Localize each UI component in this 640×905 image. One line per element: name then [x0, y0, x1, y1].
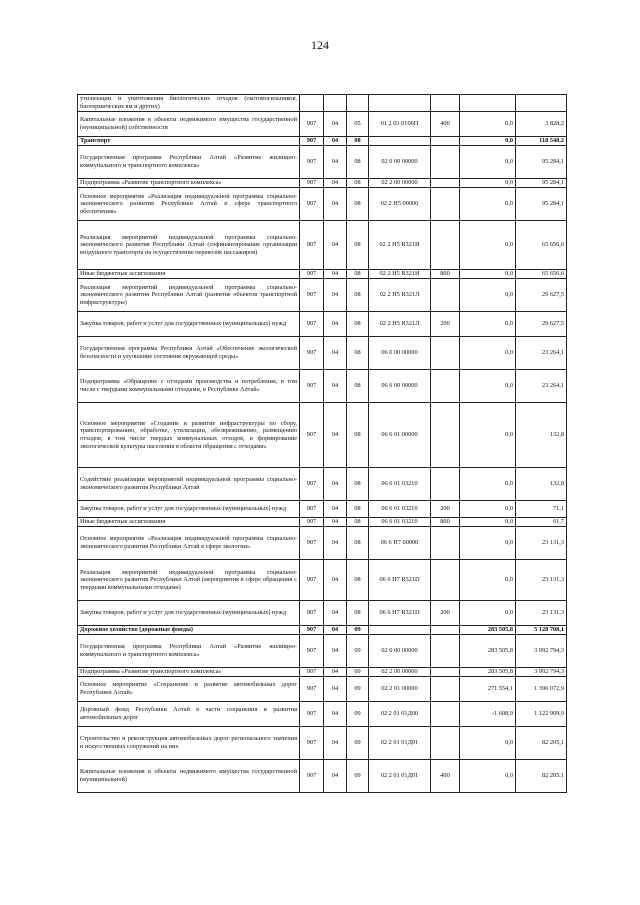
subsection-code: 09	[347, 760, 369, 793]
ministry-code	[300, 95, 324, 112]
expense-type	[431, 279, 460, 312]
row-name: Реализация мероприятий индивидуальной программы социально-экономического развития Республики Алтай (софинансирование организации воздушного транспорта на осуществление перевозок пассажиров)	[78, 221, 300, 270]
target-article: 02 0 00 00000	[369, 635, 431, 668]
row-name: Иные бюджетные ассигнования	[78, 270, 300, 279]
amount-change	[460, 95, 516, 112]
ministry-code: 907	[300, 677, 324, 702]
amount-change: 0,0	[460, 279, 516, 312]
amount-total: 95 284,1	[516, 179, 567, 188]
target-article: 02 0 00 00000	[369, 146, 431, 179]
row-name: Транспорт	[78, 137, 300, 146]
section-code: 04	[324, 146, 347, 179]
target-article: 02 2 01 01Д00	[369, 702, 431, 727]
page-number: 124	[311, 38, 329, 52]
amount-total: 29 627,5	[516, 312, 567, 337]
amount-total: 118 548,2	[516, 137, 567, 146]
table-row	[78, 501, 567, 518]
ministry-code: 907	[300, 760, 324, 793]
expense-type	[431, 626, 460, 635]
table-row	[78, 601, 567, 626]
table-row	[78, 188, 567, 221]
ministry-code: 907	[300, 518, 324, 527]
table-row	[78, 518, 567, 527]
amount-total: 23 264,1	[516, 337, 567, 370]
ministry-code: 907	[300, 370, 324, 403]
amount-change: 0,0	[460, 221, 516, 270]
subsection-code: 08	[347, 137, 369, 146]
target-article: 06 0 00 00000	[369, 337, 431, 370]
amount-change: 0,0	[460, 137, 516, 146]
amount-change: 0,0	[460, 270, 516, 279]
amount-change: 0,0	[460, 501, 516, 518]
amount-change: 0,0	[460, 403, 516, 468]
table-row	[78, 626, 567, 635]
section-code: 04	[324, 601, 347, 626]
row-name: Закупка товаров, работ и услуг для государственных (муниципальных) нужд	[78, 601, 300, 626]
table-row	[78, 337, 567, 370]
amount-total: 132,8	[516, 403, 567, 468]
expense-type: 200	[431, 312, 460, 337]
subsection-code: 09	[347, 668, 369, 677]
subsection-code: 09	[347, 677, 369, 702]
subsection-code: 08	[347, 188, 369, 221]
table-row	[78, 760, 567, 793]
row-name: Капитальные вложения в объекты недвижимого имущества государственной (муниципальной) собственности	[78, 112, 300, 137]
row-name: Подпрограмма «Развитие транспортного комплекса»	[78, 179, 300, 188]
row-name: Реализация мероприятий индивидуальной программы социально-экономического развития Республики Алтай (мероприятия в сфере обращения с твердыми коммунальными отходами)	[78, 560, 300, 601]
subsection-code: 08	[347, 560, 369, 601]
amount-total: 65 656,6	[516, 270, 567, 279]
amount-total: 23 264,1	[516, 370, 567, 403]
target-article: 06 6 01 03210	[369, 468, 431, 501]
amount-total: 3 828,2	[516, 112, 567, 137]
row-name: Строительство и реконструкция автомобильных дорог регионального значения и искусственных сооружений на них	[78, 727, 300, 760]
ministry-code: 907	[300, 702, 324, 727]
budget-table	[77, 94, 567, 793]
amount-total: 1 122 909,9	[516, 702, 567, 727]
expense-type	[431, 146, 460, 179]
target-article: 02 2 Н5 R321Л	[369, 279, 431, 312]
expense-type: 200	[431, 601, 460, 626]
subsection-code: 08	[347, 403, 369, 468]
expense-type	[431, 560, 460, 601]
amount-change: 0,0	[460, 468, 516, 501]
expense-type	[431, 668, 460, 677]
target-article	[369, 137, 431, 146]
amount-change: 0,0	[460, 601, 516, 626]
table-row	[78, 468, 567, 501]
table-row	[78, 179, 567, 188]
ministry-code: 907	[300, 137, 324, 146]
section-code: 04	[324, 112, 347, 137]
row-name: Основное мероприятие «Реализация индивидуальной программы социально-экономического развития Республики Алтай в сфере экологии»	[78, 527, 300, 560]
expense-type: 200	[431, 501, 460, 518]
ministry-code: 907	[300, 403, 324, 468]
target-article: 06 6 Н7 R321D	[369, 601, 431, 626]
amount-total: 23 131,3	[516, 527, 567, 560]
section-code: 04	[324, 179, 347, 188]
subsection-code: 08	[347, 279, 369, 312]
table-row	[78, 137, 567, 146]
row-name: Основное мероприятие «Сохранение и развитие автомобильных дорог Республики Алтай»	[78, 677, 300, 702]
section-code: 04	[324, 270, 347, 279]
section-code: 04	[324, 635, 347, 668]
section-code: 04	[324, 337, 347, 370]
section-code	[324, 95, 347, 112]
ministry-code: 907	[300, 337, 324, 370]
amount-total	[516, 95, 567, 112]
amount-change: -1 608,9	[460, 702, 516, 727]
row-name: Закупка товаров, работ и услуг для государственных (муниципальных) нужд	[78, 501, 300, 518]
expense-type	[431, 403, 460, 468]
subsection-code: 09	[347, 626, 369, 635]
expense-type	[431, 677, 460, 702]
target-article: 01 2 03 0106П	[369, 112, 431, 137]
ministry-code: 907	[300, 527, 324, 560]
subsection-code: 08	[347, 468, 369, 501]
section-code: 04	[324, 677, 347, 702]
section-code: 04	[324, 702, 347, 727]
target-article: 02 2 Н5 R321И	[369, 270, 431, 279]
subsection-code: 08	[347, 179, 369, 188]
target-article: 06 6 Н7 00000	[369, 527, 431, 560]
row-name: Государственная программа Республики Алтай «Обеспечение экологической безопасности и улучшение состояния окружающей среды»	[78, 337, 300, 370]
subsection-code: 08	[347, 312, 369, 337]
amount-total: 132,8	[516, 468, 567, 501]
amount-change: 0,0	[460, 337, 516, 370]
table-row	[78, 312, 567, 337]
section-code: 04	[324, 221, 347, 270]
ministry-code: 907	[300, 179, 324, 188]
row-name: Основное мероприятие «Создание и развитие инфраструктуры по сбору, транспортированию, обработке, утилизации, обезвреживанию, размещению отходов, в том числе твердых коммунальных отходов, и формирование экологической культуры населения в области обращения с отходами»	[78, 403, 300, 468]
expense-type	[431, 370, 460, 403]
ministry-code: 907	[300, 626, 324, 635]
row-name: Основное мероприятие «Реализация индивидуальной программы социально-экономического развития Республики Алтай в сфере транспортного обеспечения»	[78, 188, 300, 221]
target-article: 06 6 01 03210	[369, 501, 431, 518]
row-name: Государственная программа Республики Алтай «Развитие жилищно-коммунального и транспортного комплекса»	[78, 146, 300, 179]
table-row	[78, 702, 567, 727]
amount-total: 5 128 708,1	[516, 626, 567, 635]
ministry-code: 907	[300, 727, 324, 760]
section-code: 04	[324, 468, 347, 501]
subsection-code: 08	[347, 270, 369, 279]
section-code: 04	[324, 626, 347, 635]
row-name: Закупка товаров, работ и услуг для государственных (муниципальных) нужд	[78, 312, 300, 337]
section-code: 04	[324, 370, 347, 403]
section-code: 04	[324, 727, 347, 760]
subsection-code: 08	[347, 221, 369, 270]
row-name: Государственная программа Республики Алтай «Развитие жилищно-коммунального и транспортного комплекса»	[78, 635, 300, 668]
expense-type	[431, 337, 460, 370]
section-code: 04	[324, 560, 347, 601]
section-code: 04	[324, 188, 347, 221]
expense-type	[431, 188, 460, 221]
ministry-code: 907	[300, 188, 324, 221]
target-article: 02 2 01 01Д01	[369, 727, 431, 760]
amount-change: 0,0	[460, 527, 516, 560]
amount-total: 95 284,1	[516, 146, 567, 179]
target-article: 06 6 01 03210	[369, 518, 431, 527]
target-article: 02 2 01 00000	[369, 677, 431, 702]
row-name: Иные бюджетные ассигнования	[78, 518, 300, 527]
expense-type	[431, 179, 460, 188]
amount-change: 0,0	[460, 146, 516, 179]
subsection-code: 05	[347, 112, 369, 137]
ministry-code: 907	[300, 468, 324, 501]
expense-type	[431, 468, 460, 501]
amount-change: 283 505,8	[460, 626, 516, 635]
target-article: 02 2 Н5 00000	[369, 188, 431, 221]
row-name: Дорожное хозяйство (дорожные фонды)	[78, 626, 300, 635]
amount-change: 0,0	[460, 312, 516, 337]
expense-type	[431, 702, 460, 727]
table-row	[78, 727, 567, 760]
amount-total: 61,7	[516, 518, 567, 527]
subsection-code: 08	[347, 601, 369, 626]
table-row	[78, 221, 567, 270]
amount-total: 1 396 072,9	[516, 677, 567, 702]
target-article: 02 2 00 00000	[369, 179, 431, 188]
table-row	[78, 146, 567, 179]
section-code: 04	[324, 760, 347, 793]
amount-change: 0,0	[460, 518, 516, 527]
amount-change: 271 554,1	[460, 677, 516, 702]
target-article: 06 6 01 00000	[369, 403, 431, 468]
row-name: Содействие реализации мероприятий индивидуальной программы социально-экономического развития Республики Алтай	[78, 468, 300, 501]
amount-change: 283 505,8	[460, 668, 516, 677]
target-article: 02 2 01 01Д01	[369, 760, 431, 793]
table-row	[78, 560, 567, 601]
amount-change: 0,0	[460, 179, 516, 188]
amount-change: 0,0	[460, 112, 516, 137]
ministry-code: 907	[300, 601, 324, 626]
row-name: Подпрограмма «Развитие транспортного комплекса»	[78, 668, 300, 677]
expense-type	[431, 727, 460, 760]
amount-total: 23 131,3	[516, 560, 567, 601]
section-code: 04	[324, 137, 347, 146]
section-code: 04	[324, 518, 347, 527]
amount-total: 29 627,5	[516, 279, 567, 312]
row-name: Подпрограмма «Обращение с отходами производства и потребления, в том числе с твердыми коммунальными отходами, в Республике Алтай»	[78, 370, 300, 403]
row-name: утилизации и уничтожения биологических отходов (скотомогильников, биотермических ям и других)	[78, 95, 300, 112]
subsection-code: 09	[347, 635, 369, 668]
subsection-code: 09	[347, 702, 369, 727]
amount-total: 82 205,1	[516, 727, 567, 760]
table-row	[78, 95, 567, 112]
target-article: 02 2 Н5 R321Л	[369, 312, 431, 337]
amount-total: 71,1	[516, 501, 567, 518]
ministry-code: 907	[300, 560, 324, 601]
table-row	[78, 279, 567, 312]
ministry-code: 907	[300, 501, 324, 518]
amount-change: 0,0	[460, 727, 516, 760]
table-row	[78, 403, 567, 468]
target-article: 02 2 00 00000	[369, 668, 431, 677]
section-code: 04	[324, 279, 347, 312]
ministry-code: 907	[300, 279, 324, 312]
target-article: 02 2 Н5 R321И	[369, 221, 431, 270]
ministry-code: 907	[300, 270, 324, 279]
expense-type: 800	[431, 270, 460, 279]
target-article	[369, 626, 431, 635]
expense-type: 400	[431, 760, 460, 793]
subsection-code	[347, 95, 369, 112]
ministry-code: 907	[300, 112, 324, 137]
amount-total: 65 656,6	[516, 221, 567, 270]
ministry-code: 907	[300, 312, 324, 337]
amount-total: 95 284,1	[516, 188, 567, 221]
row-name: Реализация мероприятий индивидуальной программы социально-экономического развития Республики Алтай (развитие объектов транспортной инфраструктуры)	[78, 279, 300, 312]
table-row	[78, 270, 567, 279]
expense-type	[431, 635, 460, 668]
table-row	[78, 677, 567, 702]
expense-type	[431, 527, 460, 560]
table-row	[78, 527, 567, 560]
table-row	[78, 635, 567, 668]
table-row	[78, 112, 567, 137]
ministry-code: 907	[300, 146, 324, 179]
subsection-code: 08	[347, 337, 369, 370]
subsection-code: 09	[347, 727, 369, 760]
subsection-code: 08	[347, 370, 369, 403]
amount-change: 0,0	[460, 760, 516, 793]
subsection-code: 08	[347, 518, 369, 527]
expense-type	[431, 95, 460, 112]
amount-change: 283 505,8	[460, 635, 516, 668]
ministry-code: 907	[300, 668, 324, 677]
expense-type: 800	[431, 518, 460, 527]
section-code: 04	[324, 501, 347, 518]
section-code: 04	[324, 312, 347, 337]
expense-type: 400	[431, 112, 460, 137]
table-row	[78, 370, 567, 403]
amount-change: 0,0	[460, 188, 516, 221]
target-article: 06 6 Н7 R321D	[369, 560, 431, 601]
section-code: 04	[324, 527, 347, 560]
row-name: Дорожный фонд Республики Алтай в части сохранения и развития автомобильных дорог	[78, 702, 300, 727]
amount-change: 0,0	[460, 370, 516, 403]
amount-total: 3 992 794,3	[516, 668, 567, 677]
section-code: 04	[324, 668, 347, 677]
target-article: 06 6 00 00000	[369, 370, 431, 403]
subsection-code: 08	[347, 501, 369, 518]
target-article	[369, 95, 431, 112]
amount-change: 0,0	[460, 560, 516, 601]
amount-total: 3 992 794,3	[516, 635, 567, 668]
table-row	[78, 668, 567, 677]
expense-type	[431, 221, 460, 270]
expense-type	[431, 137, 460, 146]
subsection-code: 08	[347, 146, 369, 179]
amount-total: 23 131,3	[516, 601, 567, 626]
section-code: 04	[324, 403, 347, 468]
row-name: Капитальные вложения в объекты недвижимого имущества государственной (муниципальной)	[78, 760, 300, 793]
amount-total: 82 205,1	[516, 760, 567, 793]
ministry-code: 907	[300, 221, 324, 270]
ministry-code: 907	[300, 635, 324, 668]
subsection-code: 08	[347, 527, 369, 560]
